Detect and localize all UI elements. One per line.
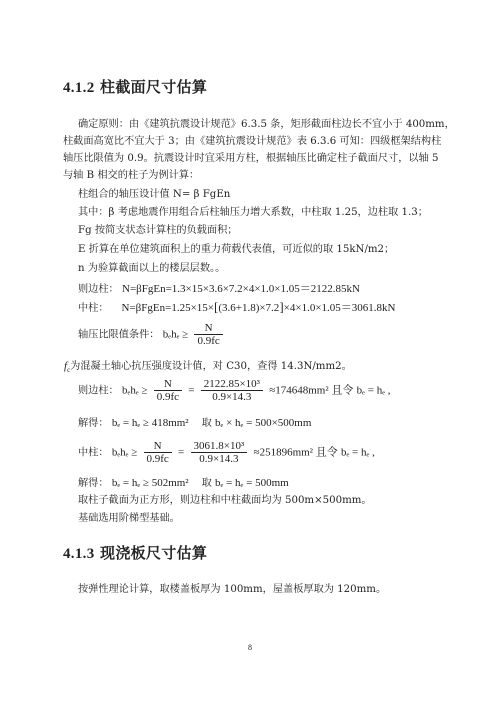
where-line: E 折算在单位建筑面积上的重力荷载代表值，可近似的取 15kN/m2； [78, 244, 395, 255]
conclusion-line: 基础选用阶梯型基础。 [78, 513, 180, 524]
section-heading-4-1-3: 4.1.3 现浇板尺寸估算 [63, 544, 208, 562]
fraction: $\frac{N}{0.9fc}$ [144, 440, 172, 465]
fraction: $\frac{N}{0.9fc}$ [194, 322, 222, 347]
where-line: 其中：β 考虑地震作用组合后柱轴压力增大系数，中柱取 1.25，边柱取 1.3； [78, 207, 428, 218]
where-line: n 为验算截面以上的楼层层数。。 [78, 263, 226, 274]
paragraph-line: 与轴 B 相交的柱子为例计算： [63, 170, 200, 181]
fc-definition: $f_c$为混凝土轴心抗压强度设计值，对 C30，查得 14.3N/mm2。 [64, 360, 352, 375]
mid-column-solution: 解得： bₑ = hₑ ≥ 502mm² 取 bₑ = hₑ = 500mm [78, 477, 289, 489]
edge-column-load: 则边柱： N=βFgEn=1.3×15×3.6×7.2×4×1.0×1.05＝2122.85kN [78, 283, 360, 295]
fraction: $\frac{\text{3061.8×10³}}{0.9\times 14.3}$ [191, 440, 248, 465]
edge-column-solution: 解得： bₑ = hₑ ≥ 418mm² 取 bₑ × hₑ = 500×500mm [78, 417, 312, 429]
page-number: 8 [248, 643, 252, 652]
conclusion-line: 取柱子截面为正方形，则边柱和中柱截面均为 500m×500mm。 [78, 495, 372, 506]
mid-column-load: 中柱： N=βFgEn=1.25×15×[(3.6+1.8)×7.2]×4×1.0×1.05＝3061.8kN [78, 299, 396, 314]
paragraph-line: 确定原则：由《建筑抗震设计规范》6.3.5 条，矩形截面柱边长不宜小于 400mm， [78, 119, 455, 130]
where-line: Fg 按简支状态计算柱的负载面积； [78, 225, 238, 236]
fraction: $\frac{N}{0.9fc}$ [154, 378, 182, 403]
paragraph-line: 轴压比限值为 0.9。抗震设计时宜采用方柱，根据轴压比确定柱子截面尺寸，以轴 5 [63, 153, 439, 164]
section-heading-4-1-2: 4.1.2 柱截面尺寸估算 [63, 78, 208, 96]
axial-ratio-condition: 轴压比限值条件： bₑhₑ ≥ $\frac{N}{0.9fc}$ [78, 322, 226, 347]
fraction: $\frac{\text{2122.85×10³}}{0.9\times 14.3}$ [201, 378, 263, 403]
paragraph-line: 柱截面高宽比不宜大于 3；由《建筑抗震设计规范》表 6.3.6 可知：四级框架结构柱 [63, 136, 442, 147]
edge-column-area-calc: 则边柱： bₑhₑ ≥ $\frac{N}{0.9fc}$ = $\frac{\text{2122.85×10³}}{0.9\times 14.3}$ ≈174648mm² 且令 bₑ = hₑ , [78, 378, 391, 403]
slab-thickness-text: 按弹性理论计算，取楼盖板厚为 100mm，屋盖板厚取为 120mm。 [78, 584, 387, 595]
mid-column-area-calc: 中柱： bₑhₑ ≥ $\frac{N}{0.9fc}$ = $\frac{\text{3061.8×10³}}{0.9\times 14.3}$ ≈251896mm² 且令 bₑ = hₑ , [78, 440, 375, 465]
design-value-line: 柱组合的轴压设计值 N= β FgEn [78, 189, 231, 200]
